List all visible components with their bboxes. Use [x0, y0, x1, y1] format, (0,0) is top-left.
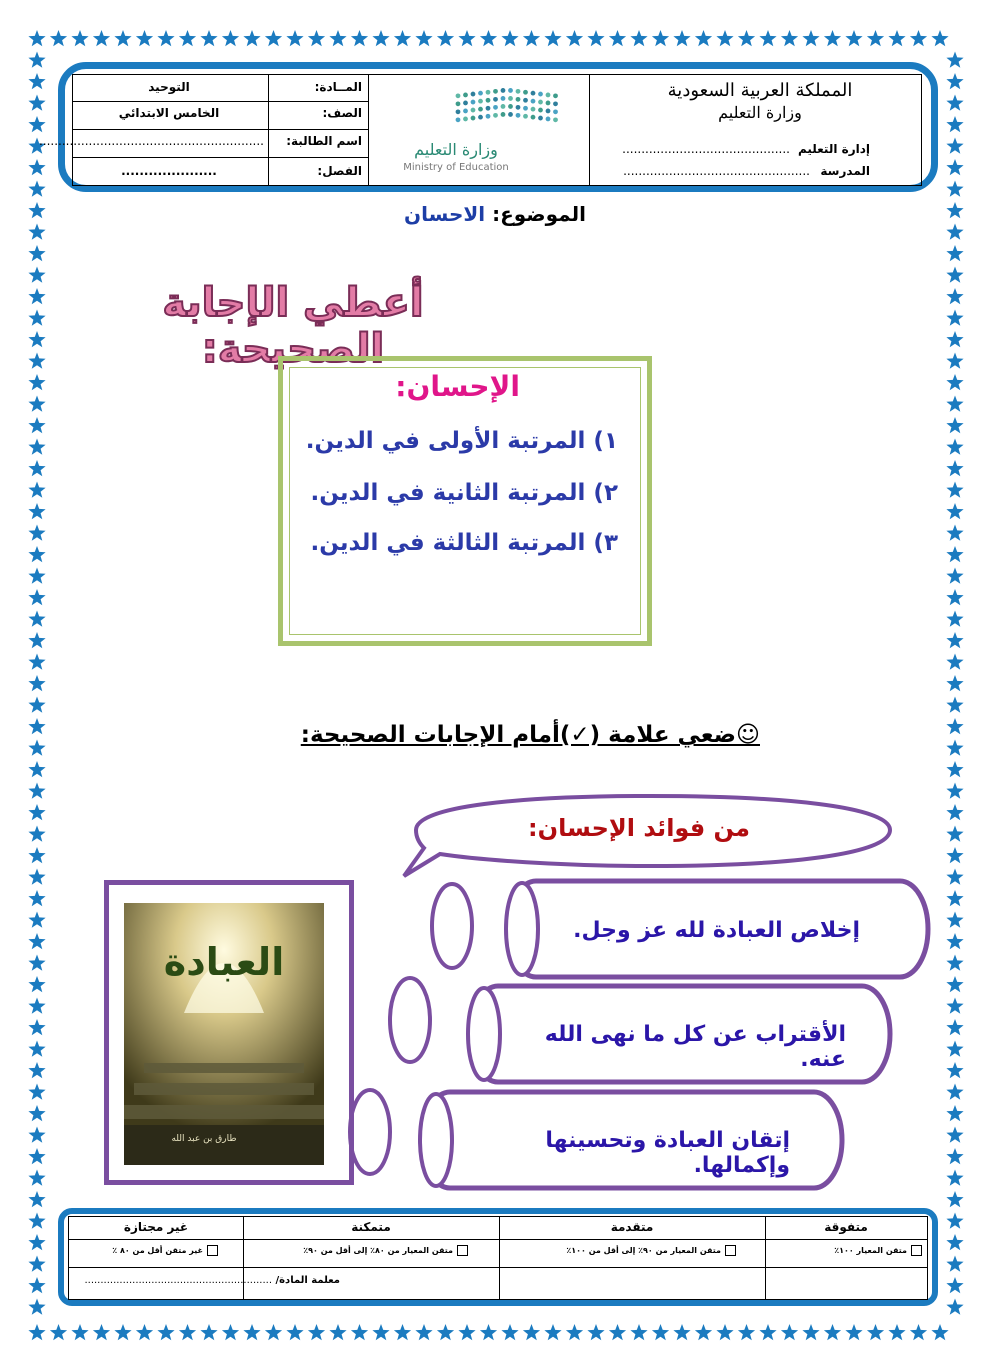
class-label: الفصل: — [317, 164, 362, 178]
ihsan-option-1[interactable]: ١) المرتبة الأولى في الدين. — [305, 428, 618, 454]
check-oval-2[interactable] — [390, 978, 430, 1062]
criterion-3[interactable]: متقن المعيار من ٨٠٪ إلى أقل من ٩٠٪ — [244, 1245, 468, 1256]
check-oval-1[interactable] — [432, 884, 472, 968]
school-field[interactable]: ................................................. — [623, 164, 810, 178]
level-excellent: متفوقة — [824, 1220, 868, 1234]
moe-english: Ministry of Education — [403, 162, 509, 173]
book-author: طارق بن عبد الله — [171, 1134, 237, 1144]
criterion-1[interactable]: متقن المعيار ١٠٠٪ — [766, 1245, 922, 1256]
topic-label: الموضوع: — [492, 202, 586, 226]
grade-value: الخامس الابتدائي — [118, 106, 220, 120]
answer-3[interactable]: إتقان العبادة وتحسينها وإكمالها. — [545, 1128, 790, 1178]
edu-admin-field[interactable]: ............................................ — [622, 142, 790, 156]
criterion-2[interactable]: متقن المعيار من ٩٠٪ إلى أقل من ١٠٠٪ — [500, 1245, 736, 1256]
subject-value: التوحيد — [148, 80, 190, 94]
level-proficient: متمكنة — [351, 1220, 391, 1234]
student-name-field[interactable]: ........................................................... — [38, 134, 264, 148]
ihsan-option-2[interactable]: ٢) المرتبة الثانية في الدين. — [310, 480, 618, 506]
edu-admin-label: إدارة التعليم — [797, 142, 870, 156]
checkbox-icon[interactable] — [457, 1245, 468, 1256]
teacher-signature-line[interactable] — [70, 1275, 340, 1286]
kingdom-name: المملكة العربية السعودية — [667, 80, 853, 101]
check-oval-3[interactable] — [350, 1090, 390, 1174]
school-label: المدرسة — [820, 164, 870, 178]
checkbox-icon[interactable] — [911, 1245, 922, 1256]
level-not-passed: غير مجتازة — [123, 1220, 189, 1234]
instruction-text: ☺ضعي علامة (✓)أمام الإجابات الصحيحة: — [300, 722, 760, 748]
topic-value: الاحسان — [404, 202, 486, 226]
moe-arabic: وزارة التعليم — [414, 140, 498, 159]
ihsan-option-3[interactable]: ٣) المرتبة الثالثة في الدين. — [310, 530, 618, 556]
section-heading: أعطي الإجابة الصحيحة: — [162, 280, 424, 372]
checkbox-icon[interactable] — [207, 1245, 218, 1256]
teacher-label: معلمة المادة/ — [275, 1275, 340, 1286]
level-advanced: متقدمة — [610, 1220, 654, 1234]
bubble-text: من فوائد الإحسان: — [528, 814, 750, 842]
answer-2[interactable]: الأقتراب عن كل ما نهى الله عنه. — [544, 1022, 846, 1072]
grade-label: الصف: — [322, 106, 362, 120]
ministry-name: وزارة التعليم — [718, 103, 802, 122]
criterion-4[interactable]: غير متقن أقل من ٨٠ ٪ — [70, 1245, 218, 1256]
checkbox-icon[interactable] — [725, 1245, 736, 1256]
subject-label: المــادة: — [314, 80, 362, 94]
answer-1[interactable]: إخلاص العبادة لله عز وجل. — [573, 918, 860, 943]
ihsan-title: الإحسان: — [395, 370, 520, 403]
book-title: العبادة — [163, 940, 285, 984]
teacher-field[interactable]: ........................................................... — [84, 1275, 273, 1286]
class-field[interactable]: ..................... — [121, 164, 217, 178]
student-name-label: اسم الطالبة: — [286, 134, 362, 148]
